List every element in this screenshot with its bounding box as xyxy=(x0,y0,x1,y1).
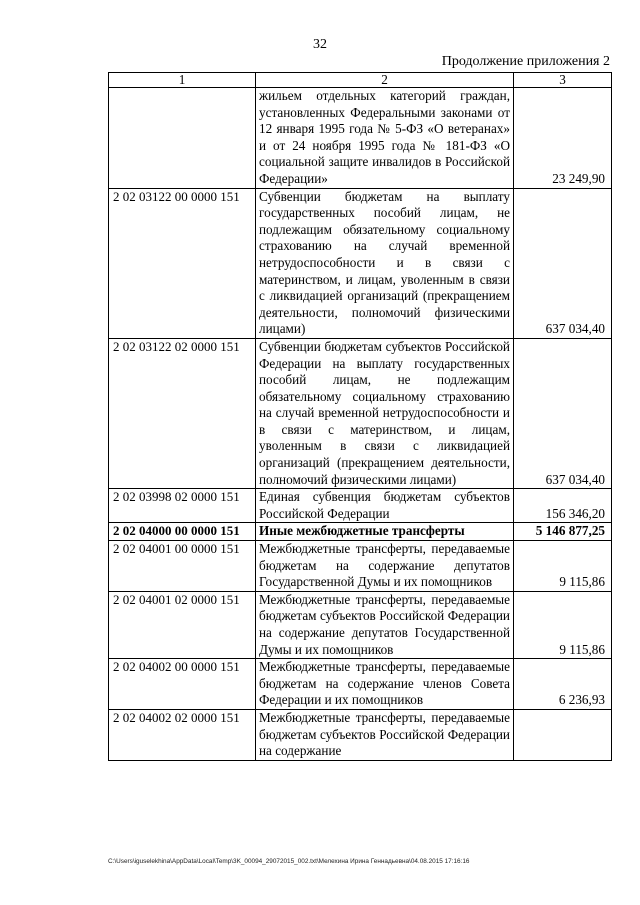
description-cell: Межбюджетные трансферты, передаваемые бюджетам на содержание членов Совета Федерации и их помощников xyxy=(256,659,514,710)
description-cell: Субвенции бюджетам субъектов Российской Федерации на выплату государственных пособий лицам, не подлежащим обязательному социальному страхованию на случай временной нетрудоспособности и в связи с материнством, и лицам, уволенным в связи с ликвидацией организаций (прекращением деятельности, полномочий физическими лицами) xyxy=(256,338,514,488)
amount-cell: 9 115,86 xyxy=(514,591,612,658)
table-row xyxy=(109,709,612,760)
code-cell: 2 02 04001 00 0000 151 xyxy=(109,541,256,592)
amount-cell: 156 346,20 xyxy=(514,489,612,523)
table-row xyxy=(109,659,612,710)
amount-cell: 637 034,40 xyxy=(514,338,612,488)
table-row xyxy=(109,338,612,488)
code-cell: 2 02 04002 00 0000 151 xyxy=(109,659,256,710)
table-row xyxy=(109,88,612,189)
header-col-1: 1 xyxy=(109,73,256,88)
amount-cell: 5 146 877,25 xyxy=(514,523,612,541)
continuation-label: Продолжение приложения 2 xyxy=(441,54,610,69)
description-cell: Иные межбюджетные трансферты xyxy=(256,523,514,541)
description-cell: Межбюджетные трансферты, передаваемые бюджетам субъектов Российской Федерации на содержание xyxy=(256,709,514,760)
table-row xyxy=(109,523,612,541)
code-cell: 2 02 04000 00 0000 151 xyxy=(109,523,256,541)
header-col-3: 3 xyxy=(514,73,612,88)
code-cell: 2 02 04001 02 0000 151 xyxy=(109,591,256,658)
code-cell: 2 02 03122 02 0000 151 xyxy=(109,338,256,488)
code-cell: 2 02 03122 00 0000 151 xyxy=(109,188,256,338)
code-cell xyxy=(109,88,256,189)
description-cell: Межбюджетные трансферты, передаваемые бюджетам на содержание депутатов Государственной Думы и их помощников xyxy=(256,541,514,592)
table-row xyxy=(109,489,612,523)
code-cell: 2 02 03998 02 0000 151 xyxy=(109,489,256,523)
amount-cell: 6 236,93 xyxy=(514,659,612,710)
amount-cell: 9 115,86 xyxy=(514,541,612,592)
description-cell: Межбюджетные трансферты, передаваемые бюджетам субъектов Российской Федерации на содержание депутатов Государственной Думы и их помощников xyxy=(256,591,514,658)
description-cell: Единая субвенция бюджетам субъектов Российской Федерации xyxy=(256,489,514,523)
amount-cell: 637 034,40 xyxy=(514,188,612,338)
table-row xyxy=(109,188,612,338)
description-cell: жильем отдельных категорий граждан, установленных Федеральными законами от 12 января 1995 года № 5-ФЗ «О ветеранах» и от 24 ноября 1995 года № 181-ФЗ «О социальной защите инвалидов в Российской Федерации» xyxy=(256,88,514,189)
table-row xyxy=(109,591,612,658)
code-cell: 2 02 04002 02 0000 151 xyxy=(109,709,256,760)
description-cell: Субвенции бюджетам на выплату государственных пособий лицам, не подлежащим обязательному социальному страхованию на случай временной нетрудоспособности и в связи с материнством, и лицам, уволенным в связи с ликвидацией организаций (прекращением деятельности, полномочий физическими лицами) xyxy=(256,188,514,338)
budget-table xyxy=(108,72,612,761)
file-path-footer: C:\Users\iguselekhina\AppData\Local\Temp\3K_00094_29072015_002.txt\Мелехина Ирина Геннадьевна\04.08.2015 17:16:16 xyxy=(108,858,470,865)
amount-cell: 23 249,90 xyxy=(514,88,612,189)
header-col-2: 2 xyxy=(256,73,514,88)
amount-cell xyxy=(514,709,612,760)
table-row xyxy=(109,541,612,592)
page-number: 32 xyxy=(313,37,327,52)
table-header-row xyxy=(109,73,612,88)
